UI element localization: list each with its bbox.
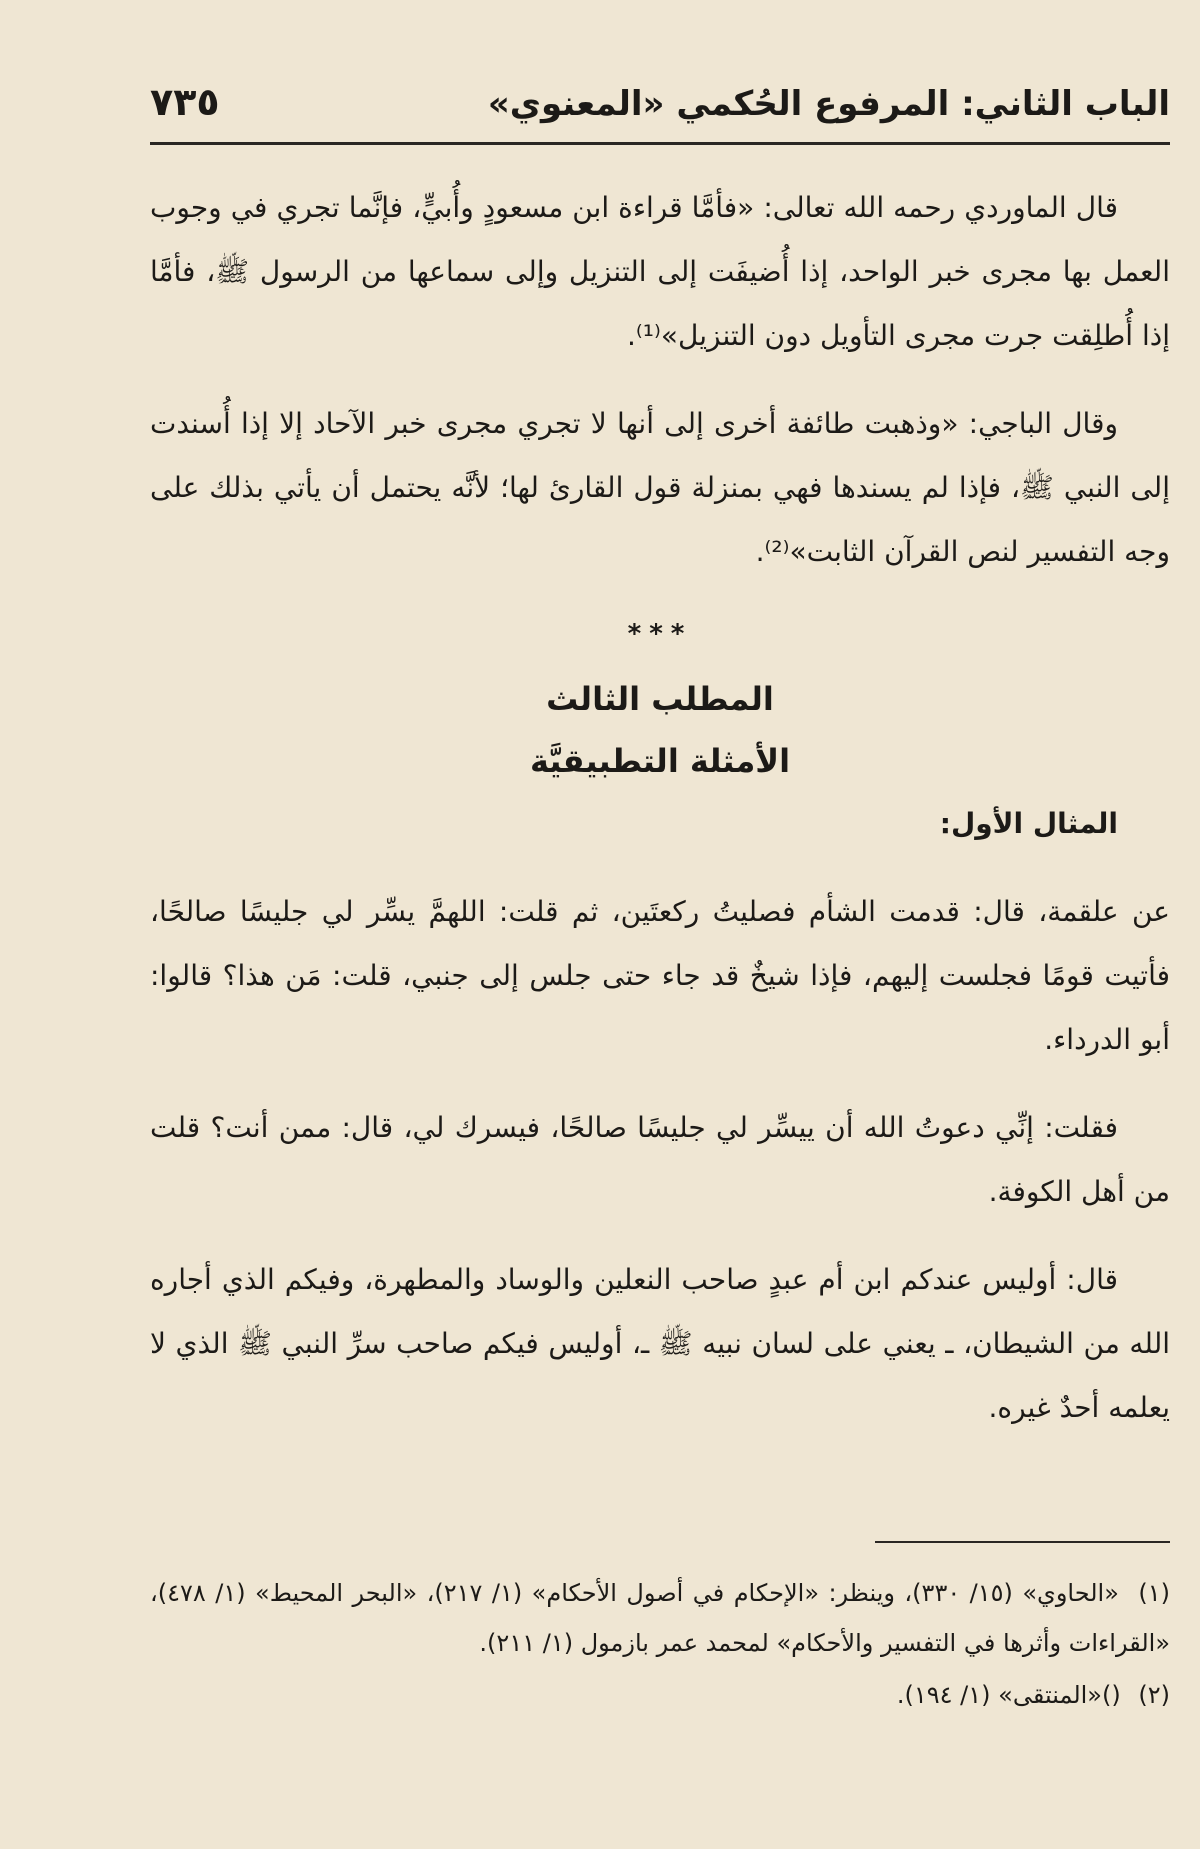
footnotes — [150, 1568, 1170, 1722]
paragraph-dialogue: فقلت: إنِّي دعوتُ الله أن ييسِّر لي جليسًا صالحًا، فيسرك لي، قال: ممن أنت؟ قلت من أهل الكوفة. — [150, 1111, 1170, 1208]
page-header — [150, 70, 1170, 140]
footnote-text: ()«المنتقى» (١/ ١٩٤). — [896, 1681, 1121, 1709]
section-heading: المطلب الثالث — [546, 680, 774, 718]
footnote-text: «الحاوي» (١٥/ ٣٣٠)، وينظر: «الإحكام في أصول الأحكام» (١/ ٢١٧)، «البحر المحيط» (١/ ٤٧٨)، «القراءات وأثرها في التفسير والأحكام» لمحمد عمر بازمول (١/ ٢١١). — [150, 1579, 1170, 1657]
running-head: الباب الثاني: المرفوع الحُكمي «المعنوي» — [487, 84, 1170, 124]
paragraph-mawardi-quote: قال الماوردي رحمه الله تعالى: «فأمَّا قراءة ابن مسعودٍ وأُبيٍّ، فإنَّما تجري في وجوب العمل بها مجرى خبر الواحد، إذا أُضيفَت إلى التنزيل وإلى سماعها من الرسول ﷺ، فأمَّا إذا أُطلِقت جرت مجرى التأويل دون التنزيل»⁽¹⁾. — [150, 191, 1170, 352]
paragraph-baji-quote: وقال الباجي: «وذهبت طائفة أخرى إلى أنها لا تجري مجرى خبر الآحاد إلا إذا أُسندت إلى النبي ﷺ، فإذا لم يسندها فهي بمنزلة قول القارئ لها؛ لأنَّه يحتمل أن يأتي بذلك على وجه التفسير لنص القرآن الثابت»⁽²⁾. — [150, 407, 1170, 568]
section-subheading: الأمثلة التطبيقيَّة — [529, 742, 791, 780]
footnote-1 — [150, 1568, 1170, 1668]
footnote-number: (٢) — [1138, 1681, 1170, 1709]
section-separator: *** — [627, 619, 693, 649]
main-text — [150, 176, 1170, 1464]
page-number: ٧٣٥ — [150, 80, 220, 124]
example-heading: المثال الأول: — [939, 807, 1118, 840]
footnote-rule — [875, 1541, 1170, 1543]
header-rule — [150, 142, 1170, 145]
footnote-number: (١) — [1138, 1579, 1171, 1607]
paragraph-alqama-narration: عن علقمة، قال: قدمت الشأم فصليتُ ركعتَين، ثم قلت: اللهمَّ يسِّر لي جليسًا صالحًا، فأتيت قومًا فجلست إليهم، فإذا شيخٌ قد جاء حتى جلس إلى جنبي، قلت: مَن هذا؟ قالوا: أبو الدرداء. — [150, 895, 1170, 1056]
footnote-2 — [150, 1670, 1170, 1720]
paragraph-abu-darda-reply: قال: أوليس عندكم ابن أم عبدٍ صاحب النعلين والوساد والمطهرة، وفيكم الذي أجاره الله من الشيطان، ـ يعني على لسان نبيه ﷺ ـ، أوليس فيكم صاحب سرِّ النبي ﷺ الذي لا يعلمه أحدٌ غيره. — [150, 1263, 1170, 1424]
